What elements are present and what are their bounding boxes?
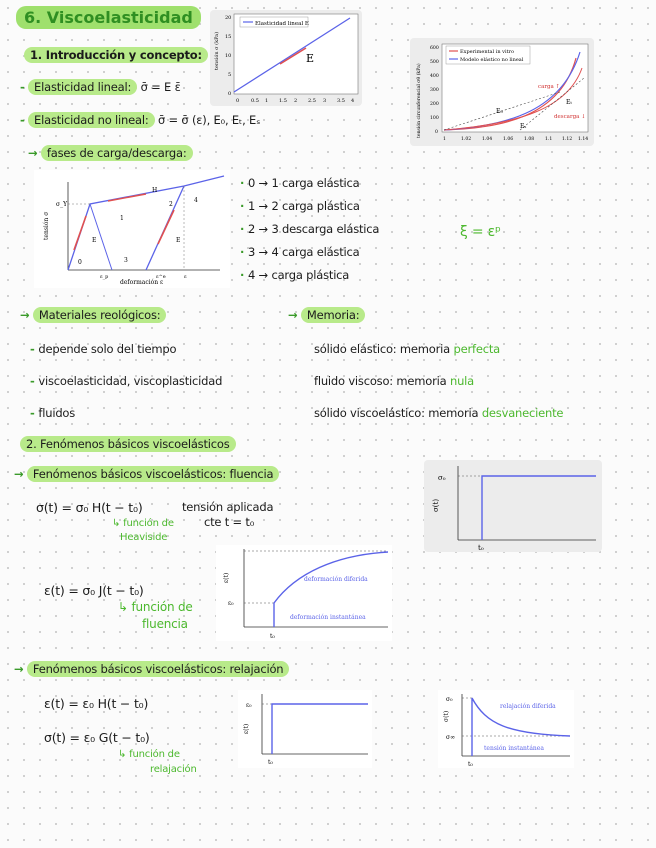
creep-resp-x0: t₀ [270,633,275,640]
linear-elasticity-figure [210,10,362,106]
phase-label: H [152,187,158,194]
relax-fn-note: ↳ función de [118,749,180,760]
creep-resp-deferred: deformación diferida [304,576,368,583]
creep-eq1: σ(t) = σ₀ H(t − t₀) [36,500,143,515]
nonlinear-elasticity-figure [410,38,594,146]
heaviside-note2: Heaviside [120,532,168,543]
linear-label: Elasticidad lineal: [28,79,137,95]
memory-row: sólido viscoelástico: memoria desvaneciente [314,406,564,420]
relax-resp-deferred: relajación diferida [500,703,556,710]
nonlinear-xtick: 1.02 [461,137,472,142]
phase-label: ε [184,274,187,280]
creep-step-figure [424,460,602,552]
relax-fn-note2: relajación [150,764,197,775]
nonlinear-equation: σ̄ = σ̄ (ε), E₀, Eₜ, Eₛ [158,113,261,127]
nonlinear-elasticity-line: - Elasticidad no lineal: σ̄ = σ̄ (ε), E₀, Eₜ, Eₛ [20,113,261,127]
relax-eq1: ε(t) = ε₀ H(t − t₀) [44,696,149,711]
linear-ytick: 0 [228,91,232,97]
relax-heading-text: Fenómenos básicos viscoelásticos: relajación [27,661,290,677]
linear-xtick: 0 [236,98,240,104]
nonlinear-xtick: 1.1 [545,137,553,142]
basic-heading-text: 2. Fenómenos básicos viscoelásticos [20,436,236,452]
creep-heading-text: Fenómenos básicos viscoelásticos: fluencia [27,466,279,482]
nonlinear-xtick: 1.04 [482,137,493,142]
linear-xtick: 2.5 [308,98,316,104]
phases-heading: → fases de carga/descarga: [28,146,193,160]
phase-item: · 4 → carga plástica [240,268,350,282]
phase-label: 0 [78,259,82,266]
relax-resp-instant: tensión instantánea [484,745,544,752]
linear-xtick: 2 [294,98,298,104]
linear-xtick: 4 [351,98,355,104]
heaviside-note: ↳ función de [112,518,174,529]
phase-label: 3 [124,257,128,264]
relax-step-y0: ε₀ [246,702,252,709]
relax-heading: → Fenómenos básicos viscoelásticos: relajación [14,662,289,676]
nonlinear-load: carga ↑ [538,84,561,90]
linear-equation: σ̄ = E ε̄ [140,80,181,94]
creep-step-x0: t₀ [478,544,484,552]
phase-label: ε_p [100,274,109,280]
relax-step-ylabel: ε(t) [243,723,250,734]
nonlinear-label: Elasticidad no lineal: [28,112,154,128]
nonlinear-ytick: 100 [430,116,439,121]
linear-ytick: 10 [225,53,232,59]
phase-label: 1 [120,215,124,222]
linear-xtick: 1 [265,98,269,104]
relax-step-figure [238,690,372,768]
relax-resp-x0: t₀ [468,761,473,768]
phases-list [240,172,379,287]
nonlinear-ytick: 300 [430,88,439,93]
phases-heading-text: fases de carga/descarga: [41,145,193,161]
page-title [16,8,201,27]
linear-legend: Elasticidad lineal E [255,21,309,27]
phase-label: E [176,237,181,244]
creep-heading: → Fenómenos básicos viscoelásticos: fluencia [14,467,279,481]
creep-fn-note: ↳ función de [118,600,193,614]
linear-ytick: 15 [225,34,232,40]
nonlinear-xtick: 1.06 [503,137,514,142]
linear-ylabel: tensión σ (kPa) [214,31,220,70]
creep-fn-note2: fluencia [142,617,188,631]
rheo-heading-text: Materiales reológicos: [33,307,167,323]
nonlinear-Et: Eₜ [566,99,572,106]
phases-xlabel: deformación ε [120,279,164,286]
rheo-heading: → Materiales reológicos: [20,308,166,322]
linear-elasticity-line: - Elasticidad lineal: σ̄ = E ε̄ [20,80,181,94]
phases-sy: σ_Y [56,201,68,208]
nonlinear-legend-2: Modelo elástico no lineal [460,57,524,63]
phase-label: E [92,237,97,244]
basic-heading [20,437,236,451]
phase-item: · 2 → 3 descarga elástica [240,222,380,236]
nonlinear-ytick: 600 [430,46,439,51]
creep-response-figure [216,545,392,641]
phase-note: ξ = εᵖ [460,224,501,240]
memory-heading: → Memoria: [288,308,365,322]
phases-ylabel: tensión σ [43,211,50,240]
creep-eq1-note2: cte t = t₀ [204,515,255,529]
nonlinear-ytick: 500 [430,60,439,65]
creep-resp-instant: deformación instantánea [290,614,366,621]
nonlinear-Es: Eₛ [520,123,527,130]
nonlinear-ytick: 0 [435,130,438,135]
relax-resp-yinf: σ∞ [446,734,456,741]
nonlinear-ylabel: tensión circunferencial σθ (kPa) [417,63,422,138]
intro-heading-text: 1. Introducción y concepto: [24,47,208,63]
relax-response-figure [438,690,574,768]
intro-heading [24,48,208,62]
phase-label: 4 [194,197,198,204]
phase-item: · 1 → 2 carga plástica [240,199,360,213]
creep-eq2: ε(t) = σ₀ J(t − t₀) [44,583,144,598]
rheo-item: - fluidos [30,406,76,420]
creep-resp-ylabel: ε(t) [223,572,230,583]
phase-item: · 0 → 1 carga elástica [240,176,360,190]
nonlinear-ytick: 200 [430,102,439,107]
relax-step-x0: t₀ [268,759,273,766]
nonlinear-ytick: 400 [430,74,439,79]
linear-xtick: 3.5 [337,98,345,104]
memory-heading-text: Memoria: [301,307,365,323]
memory-row: fluido viscoso: memoria nula [314,374,475,388]
phases-figure [34,170,230,288]
nonlinear-xtick: 1 [443,137,446,142]
linear-xtick: 0.5 [251,98,259,104]
nonlinear-xtick: 1.08 [524,137,535,142]
nonlinear-unload: descarga ↓ [554,114,586,120]
nonlinear-xtick: 1.14 [578,137,589,142]
relax-resp-y0: σ₀ [446,696,453,703]
nonlinear-legend-1: Experimental in vitro [460,49,514,55]
rheo-item: - viscoelasticidad, viscoplasticidad [30,374,223,388]
nonlinear-xtick: 1.12 [562,137,573,142]
relax-resp-ylabel: σ(t) [443,710,450,722]
rheo-item: - depende solo del tiempo [30,342,177,356]
creep-resp-y0: ε₀ [228,600,234,607]
linear-E-label: E [306,52,315,65]
phase-label: 2 [169,201,173,208]
memory-row: sólido elástico: memoria perfecta [314,342,500,356]
phase-item: · 3 → 4 carga elástica [240,245,360,259]
creep-step-ylabel: σ(t) [432,498,440,512]
creep-step-y0: σ₀ [438,474,446,482]
linear-ytick: 20 [225,15,232,21]
linear-xtick: 3 [323,98,327,104]
relax-eq2: σ(t) = ε₀ G(t − t₀) [44,730,150,745]
creep-eq1-note: tensión aplicada [182,500,274,514]
page-title-text: 6. Viscoelasticidad [16,6,201,29]
phase-label: ε^e [156,274,166,280]
nonlinear-E0: E₀ [496,108,503,115]
linear-ytick: 5 [228,72,232,78]
linear-xtick: 1.5 [279,98,287,104]
